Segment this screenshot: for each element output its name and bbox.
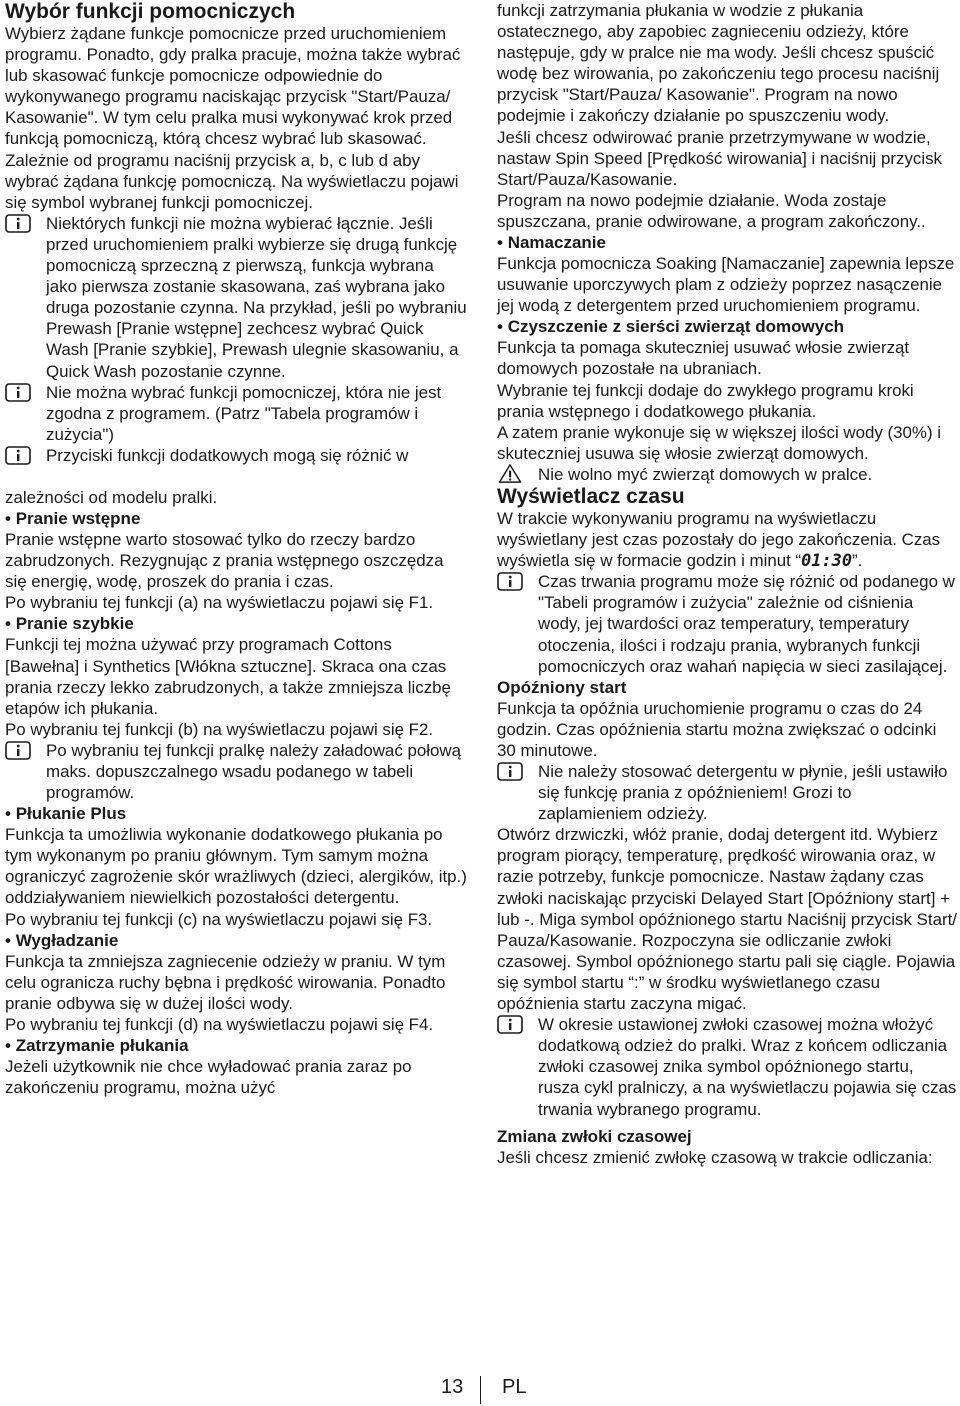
rinsehold-spin-paragraph: Jeśli chcesz odwirować pranie przetrzymywane w wodzie, nastaw Spin Speed [Prędkość wirowania] i naciśnij przycisk Start/Pauza/Kasowanie. — [497, 127, 942, 189]
time-display-heading: Wyświetlacz czasu — [497, 484, 685, 508]
select-paragraph: Zależnie od programu naciśnij przycisk a, b, c lub d aby wybrać żądana funkcję pomocniczą. Na wyświetlaczu pojawi się symbol wybranej funkcji pomocniczej. — [5, 150, 459, 212]
note-add-laundry — [497, 1014, 957, 1119]
delayed-start-paragraph: Funkcja ta opóźnia uruchomienie programu o czas do 24 godzin. Czas opóźnienia startu można zwiększać o odcinki 30 minutowe. — [497, 698, 937, 760]
info-icon — [497, 1015, 523, 1034]
quickwash-paragraph: Funkcji tej można używać przy programach Cottons [Bawełna] i Synthetics [Włókna sztuczne]. Skraca ona czas prania rzeczy lekko zabrudzonych, a także zmniejsza liczbę etapów ich płukania. — [5, 635, 451, 718]
delayed-start-instructions: Otwórz drzwiczki, włóż pranie, dodaj detergent itd. Wybierz program piorący, temperaturę, prędkość wirowania oraz, w razie potrzeby, funkcje pomocnicze. Nastaw żądany czas zwłoki naciskając przyciski Delayed Start [Opóźniony start] + lub -. Miga symbol opóźnionego startu Naciśnij przycisk Start/ Pauza/Kasowanie. Rozpoczyna sie odliczanie zwłoki czasowej. Symbol opóźnionego startu pali się ciągle. Pojawia się symbol startu “:” w środku wyświetlanego czasu opóźnienia startu zaczyna migać. — [497, 825, 957, 1014]
section-title: Wybór funkcji pomocniczych — [5, 0, 296, 23]
rinsehold-heading: • Zatrzymanie płukania — [5, 1035, 467, 1056]
warning-icon — [497, 463, 523, 484]
info-icon — [497, 572, 523, 591]
rinseplus-heading: • Płukanie Plus — [5, 803, 467, 824]
note-text: Niektórych funkcji nie można wybierać łącznie. Jeśli przed uruchomieniem pralki wybierze się drugą funkcję pomocniczą sprzeczną z pierwszą, funkcja wybrana jako pierwsza zostanie skasowana, zaś wybrana jako druga pozostanie czynna. Na przykład, jeśli po wybraniu Prewash [Pranie wstępne] zechcesz wybrać Quick Wash [Pranie szybkie], Prewash ulegnie skasowaniu, a Quick Wash pozostanie czynne. — [46, 213, 467, 381]
right-column — [497, 0, 957, 1168]
info-icon — [497, 762, 523, 781]
prewash-paragraph: Pranie wstępne warto stosować tylko do rzeczy bardzo zabrudzonych. Rezygnując z prania wstępnego oszczędza się energię, wodę, proszek do prania i czas. — [5, 530, 444, 592]
pethair-water-paragraph: A zatem pranie wykonuje się w większej ilości wody (30%) i skuteczniej usuwa się włosie zwierząt domowych. — [497, 422, 942, 463]
time-display-text-end: ”. — [852, 551, 863, 571]
pethair-heading: • Czyszczenie z sierści zwierząt domowych — [497, 316, 957, 337]
quickwash-display-paragraph: Po wybraniu tej funkcji (b) na wyświetlaczu pojawi się F2. — [5, 719, 434, 739]
soaking-paragraph: Funkcja pomocnicza Soaking [Namaczanie] zapewnia lepsze usuwanie uporczywych plam z odzieży poprzez nasączenie jej wodą z detergentem przed uruchomieniem programu. — [497, 254, 955, 316]
time-digits: 01:30 — [801, 550, 852, 571]
page-footer — [0, 1376, 960, 1406]
rinsehold-continued-paragraph: funkcji zatrzymania płukania w wodzie z płukania ostatecznego, aby zapobiec zagnieceniu odzieży, które następuje, gdy w pralce nie ma wody. Jeśli chcesz spuścić wodę bez wirowania, po zakończeniu tego procesu naciśnij przycisk "Start/Pauza/ Kasowanie". Program na nowo podejmie i zakończy działanie po spuszczeniu wody. — [497, 1, 940, 126]
info-icon — [5, 741, 31, 760]
smoothing-paragraph: Funkcja ta zmniejsza zagniecenie odzieży w praniu. W tym celu ogranicza ruchy bębna i prędkość wirowania. Ponadto pranie odbywa się w dużej ilości wody. — [5, 951, 446, 1013]
soaking-heading: • Namaczanie — [497, 232, 957, 253]
warning-pets — [497, 464, 957, 485]
note-incompatible — [5, 382, 467, 445]
pethair-steps-paragraph: Wybranie tej funkcji dodaje do zwykłego programu kroki prania wstępnego i dodatkowego płukania. — [497, 380, 914, 421]
pethair-paragraph: Funkcja ta pomaga skuteczniej usuwać włosie zwierząt domowych pozostałe na ubraniach. — [497, 338, 910, 379]
note-combination — [5, 213, 467, 382]
change-delay-heading: Zmiana zwłoki czasowej — [497, 1126, 692, 1146]
prewash-heading: • Pranie wstępne — [5, 508, 467, 529]
info-icon — [5, 446, 31, 465]
note-buttons-continued: zależności od modelu pralki. — [5, 487, 218, 507]
note-text: Nie można wybrać funkcji pomocniczej, która nie jest zgodna z programem. (Patrz "Tabela programów i zużycia") — [46, 382, 442, 444]
note-quickwash-load — [5, 740, 467, 803]
note-buttons — [5, 445, 467, 466]
smoothing-heading: • Wygładzanie — [5, 930, 467, 951]
footer-divider — [480, 1376, 481, 1404]
smoothing-display-paragraph: Po wybraniu tej funkcji (d) na wyświetlaczu pojawi się F4. — [5, 1014, 434, 1034]
info-icon — [5, 214, 31, 233]
note-text: W okresie ustawionej zwłoki czasowej można włożyć dodatkową odzież do pralki. Wraz z końcem odliczania zwłoki czasowej znika symbol opóźnionego startu, rusza cykl pralniczy, a na wyświetlaczu pojawia się czas trwania wybranego programu. — [538, 1015, 957, 1119]
warning-text: Nie wolno myć zwierząt domowych w pralce. — [538, 464, 873, 484]
note-program-duration — [497, 571, 957, 676]
rinseplus-paragraph: Funkcja ta umożliwia wykonanie dodatkowego płukania po tym wykonanym po praniu głównym. Tym samym można ograniczyć zagrożenie skór wrażliwych (dzieci, alergików, itp.) oddziaływaniem niewielkich pozostałości detergentu. — [5, 825, 467, 908]
note-text: Czas trwania programu może się różnić od podanego w "Tabeli programów i zużycia" zależnie od ciśnienia wody, jej twardości oraz temperatury, temperatury otoczenia, ilości i rodzaju prania, wybranych funkcji pomocniczych oraz wahań napięcia w sieci zasilającej. — [538, 572, 955, 676]
note-text: Nie należy stosować detergentu w płynie, jeśli ustawiło się funkcję prania z opóźnieniem! Grozi to zaplamieniem odzieży. — [538, 762, 948, 824]
note-text: Po wybraniu tej funkcji pralkę należy załadować połową maks. dopuszczalnego wsadu podanego w tabeli programów. — [46, 740, 461, 803]
intro-paragraph: Wybierz żądane funkcje pomocnicze przed uruchomieniem programu. Ponadto, gdy pralka pracuje, można także wybrać lub skasować funkcje pomocnicze odpowiednie do wykonywanego programu naciskając przycisk "Start/Pauza/ Kasowanie". W tym celu pralka musi wykonywać krok przed funkcją pomocniczą, którą chcesz wybrać lub skasować. — [5, 24, 461, 149]
prewash-display-paragraph: Po wybraniu tej funkcji (a) na wyświetlaczu pojawi się F1. — [5, 593, 434, 613]
time-display-text: W trakcie wykonywaniu programu na wyświetlaczu wyświetlany jest czas pozostały do jego zakończenia. Czas wyświetla się w formacie godzin i minut “ — [497, 508, 941, 571]
page-number: 13 — [441, 1376, 464, 1398]
rinsehold-paragraph: Jeżeli użytkownik nie chce wyładować prania zaraz po zakończeniu programu, można użyć — [5, 1057, 412, 1098]
note-text: Przyciski funkcji dodatkowych mogą się różnić w — [46, 445, 409, 465]
rinseplus-display-paragraph: Po wybraniu tej funkcji (c) na wyświetlaczu pojawi się F3. — [5, 909, 433, 929]
info-icon — [5, 383, 31, 402]
rinsehold-resume-paragraph: Program na nowo podejmie działanie. Woda zostaje spuszczana, pranie odwirowane, a program zakończony.. — [497, 190, 926, 231]
delayed-start-heading: Opóźniony start — [497, 677, 627, 697]
change-delay-paragraph: Jeśli chcesz zmienić zwłokę czasową w trakcie odliczania: — [497, 1147, 933, 1167]
time-display-paragraph — [497, 508, 957, 571]
quickwash-heading: • Pranie szybkie — [5, 613, 467, 634]
note-liquid-detergent — [497, 761, 957, 824]
left-column — [5, 0, 467, 1098]
language-code: PL — [502, 1376, 527, 1398]
